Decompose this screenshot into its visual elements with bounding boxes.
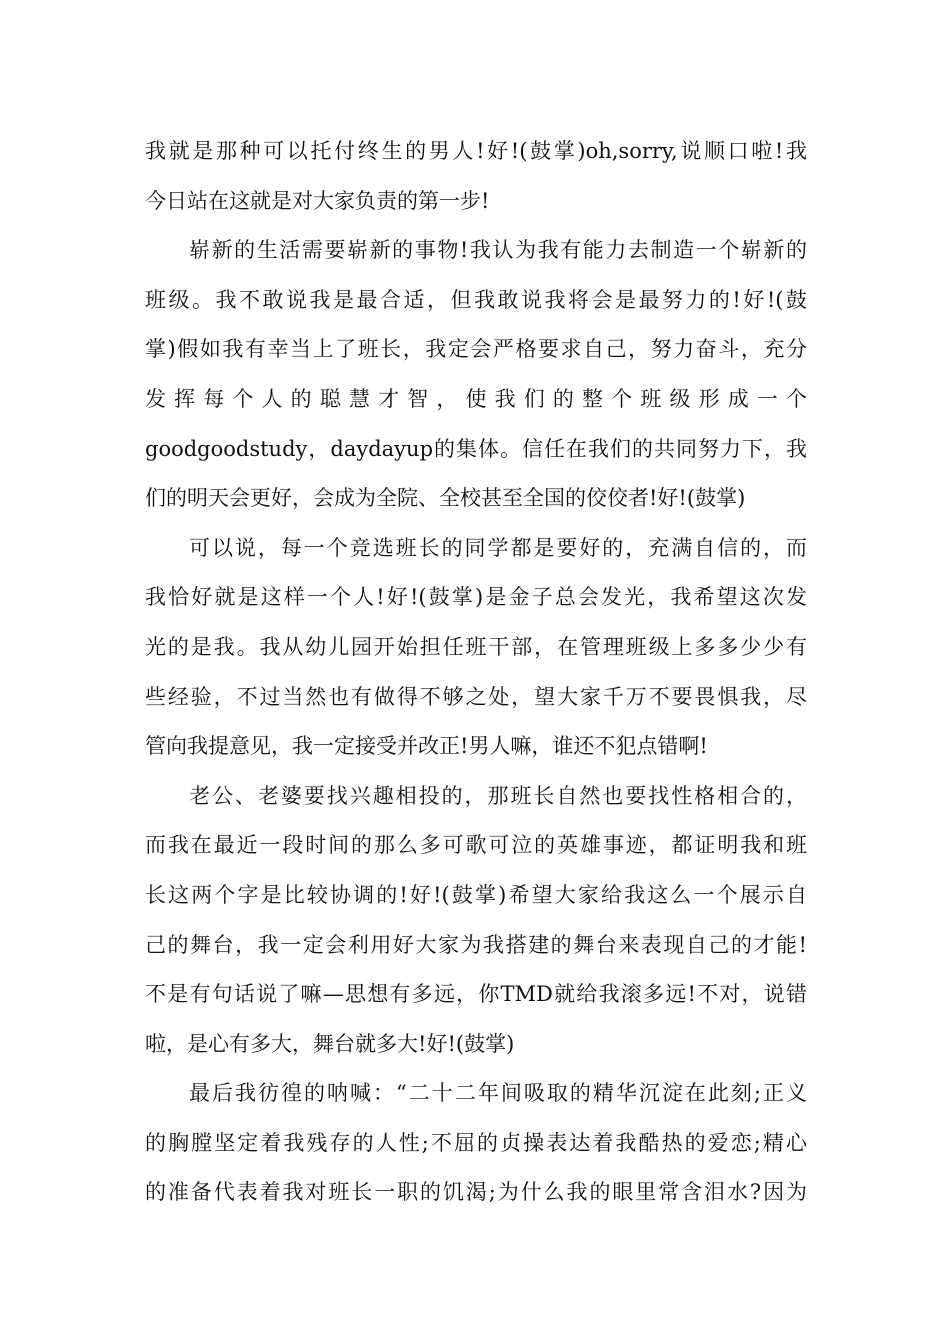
- text-line: 老公、老婆要找兴趣相投的，那班长自然也要找性格相合的，: [189, 783, 807, 808]
- text-line: 我恰好就是这样一个人!好!(鼓掌)是金子总会发光，我希望这次发: [145, 585, 807, 610]
- text-line: 而我在最近一段时间的那么多可歌可泣的英雄事迹，都证明我和班: [145, 833, 807, 858]
- text-line: goodgoodstudy，daydayup的集体。信任在我们的共同努力下，我: [145, 436, 807, 461]
- text-line: 发挥每个人的聪慧才智，使我们的整个班级形成一个: [145, 386, 807, 411]
- text-line: 的胸膛坚定着我残存的人性;不屈的贞操表达着我酷热的爱恋;精心: [145, 1130, 807, 1155]
- text-line: 们的明天会更好，会成为全院、全校甚至全国的佼佼者!好!(鼓掌): [145, 486, 746, 511]
- text-line: 最后我彷徨的呐喊：“二十二年间吸取的精华沉淀在此刻;正义: [189, 1081, 807, 1106]
- text-line: 不是有句话说了嘛—思想有多远，你TMD就给我滚多远!不对，说错: [145, 982, 807, 1007]
- paragraph-4: [145, 772, 807, 1070]
- text-line: 己的舞台，我一定会利用好大家为我搭建的舞台来表现自己的才能!: [145, 932, 807, 957]
- body-text: [145, 127, 807, 1218]
- text-line: 可以说，每一个竞选班长的同学都是要好的，充满自信的，而: [189, 535, 807, 560]
- text-line: 长这两个字是比较协调的!好!(鼓掌)希望大家给我这么一个展示自: [145, 882, 807, 907]
- text-line: 我就是那种可以托付终生的男人!好!(鼓掌)oh,sorry,说顺口啦!我: [145, 139, 807, 163]
- paragraph-1: [145, 127, 807, 226]
- paragraph-3: [145, 524, 807, 772]
- text-line: 今日站在这就是对大家负责的第一步!: [145, 188, 490, 213]
- text-line: 崭新的生活需要崭新的事物!我认为我有能力去制造一个崭新的: [189, 238, 807, 263]
- text-line: 掌)假如我有幸当上了班长，我定会严格要求自己，努力奋斗，充分: [145, 337, 807, 362]
- paragraph-2: [145, 226, 807, 524]
- text-line: 些经验，不过当然也有做得不够之处，望大家千万不要畏惧我，尽: [145, 684, 807, 709]
- paragraph-5: [145, 1069, 807, 1218]
- text-line: 光的是我。我从幼儿园开始担任班干部，在管理班级上多多少少有: [145, 634, 807, 659]
- text-line: 班级。我不敢说我是最合适，但我敢说我将会是最努力的!好!(鼓: [145, 287, 807, 312]
- text-line: 啦，是心有多大，舞台就多大!好!(鼓掌): [145, 1031, 515, 1056]
- text-line: 管向我提意见，我一定接受并改正!男人嘛，谁还不犯点错啊!: [145, 734, 708, 759]
- text-line: 的准备代表着我对班长一职的饥渴;为什么我的眼里常含泪水?因为: [145, 1180, 807, 1205]
